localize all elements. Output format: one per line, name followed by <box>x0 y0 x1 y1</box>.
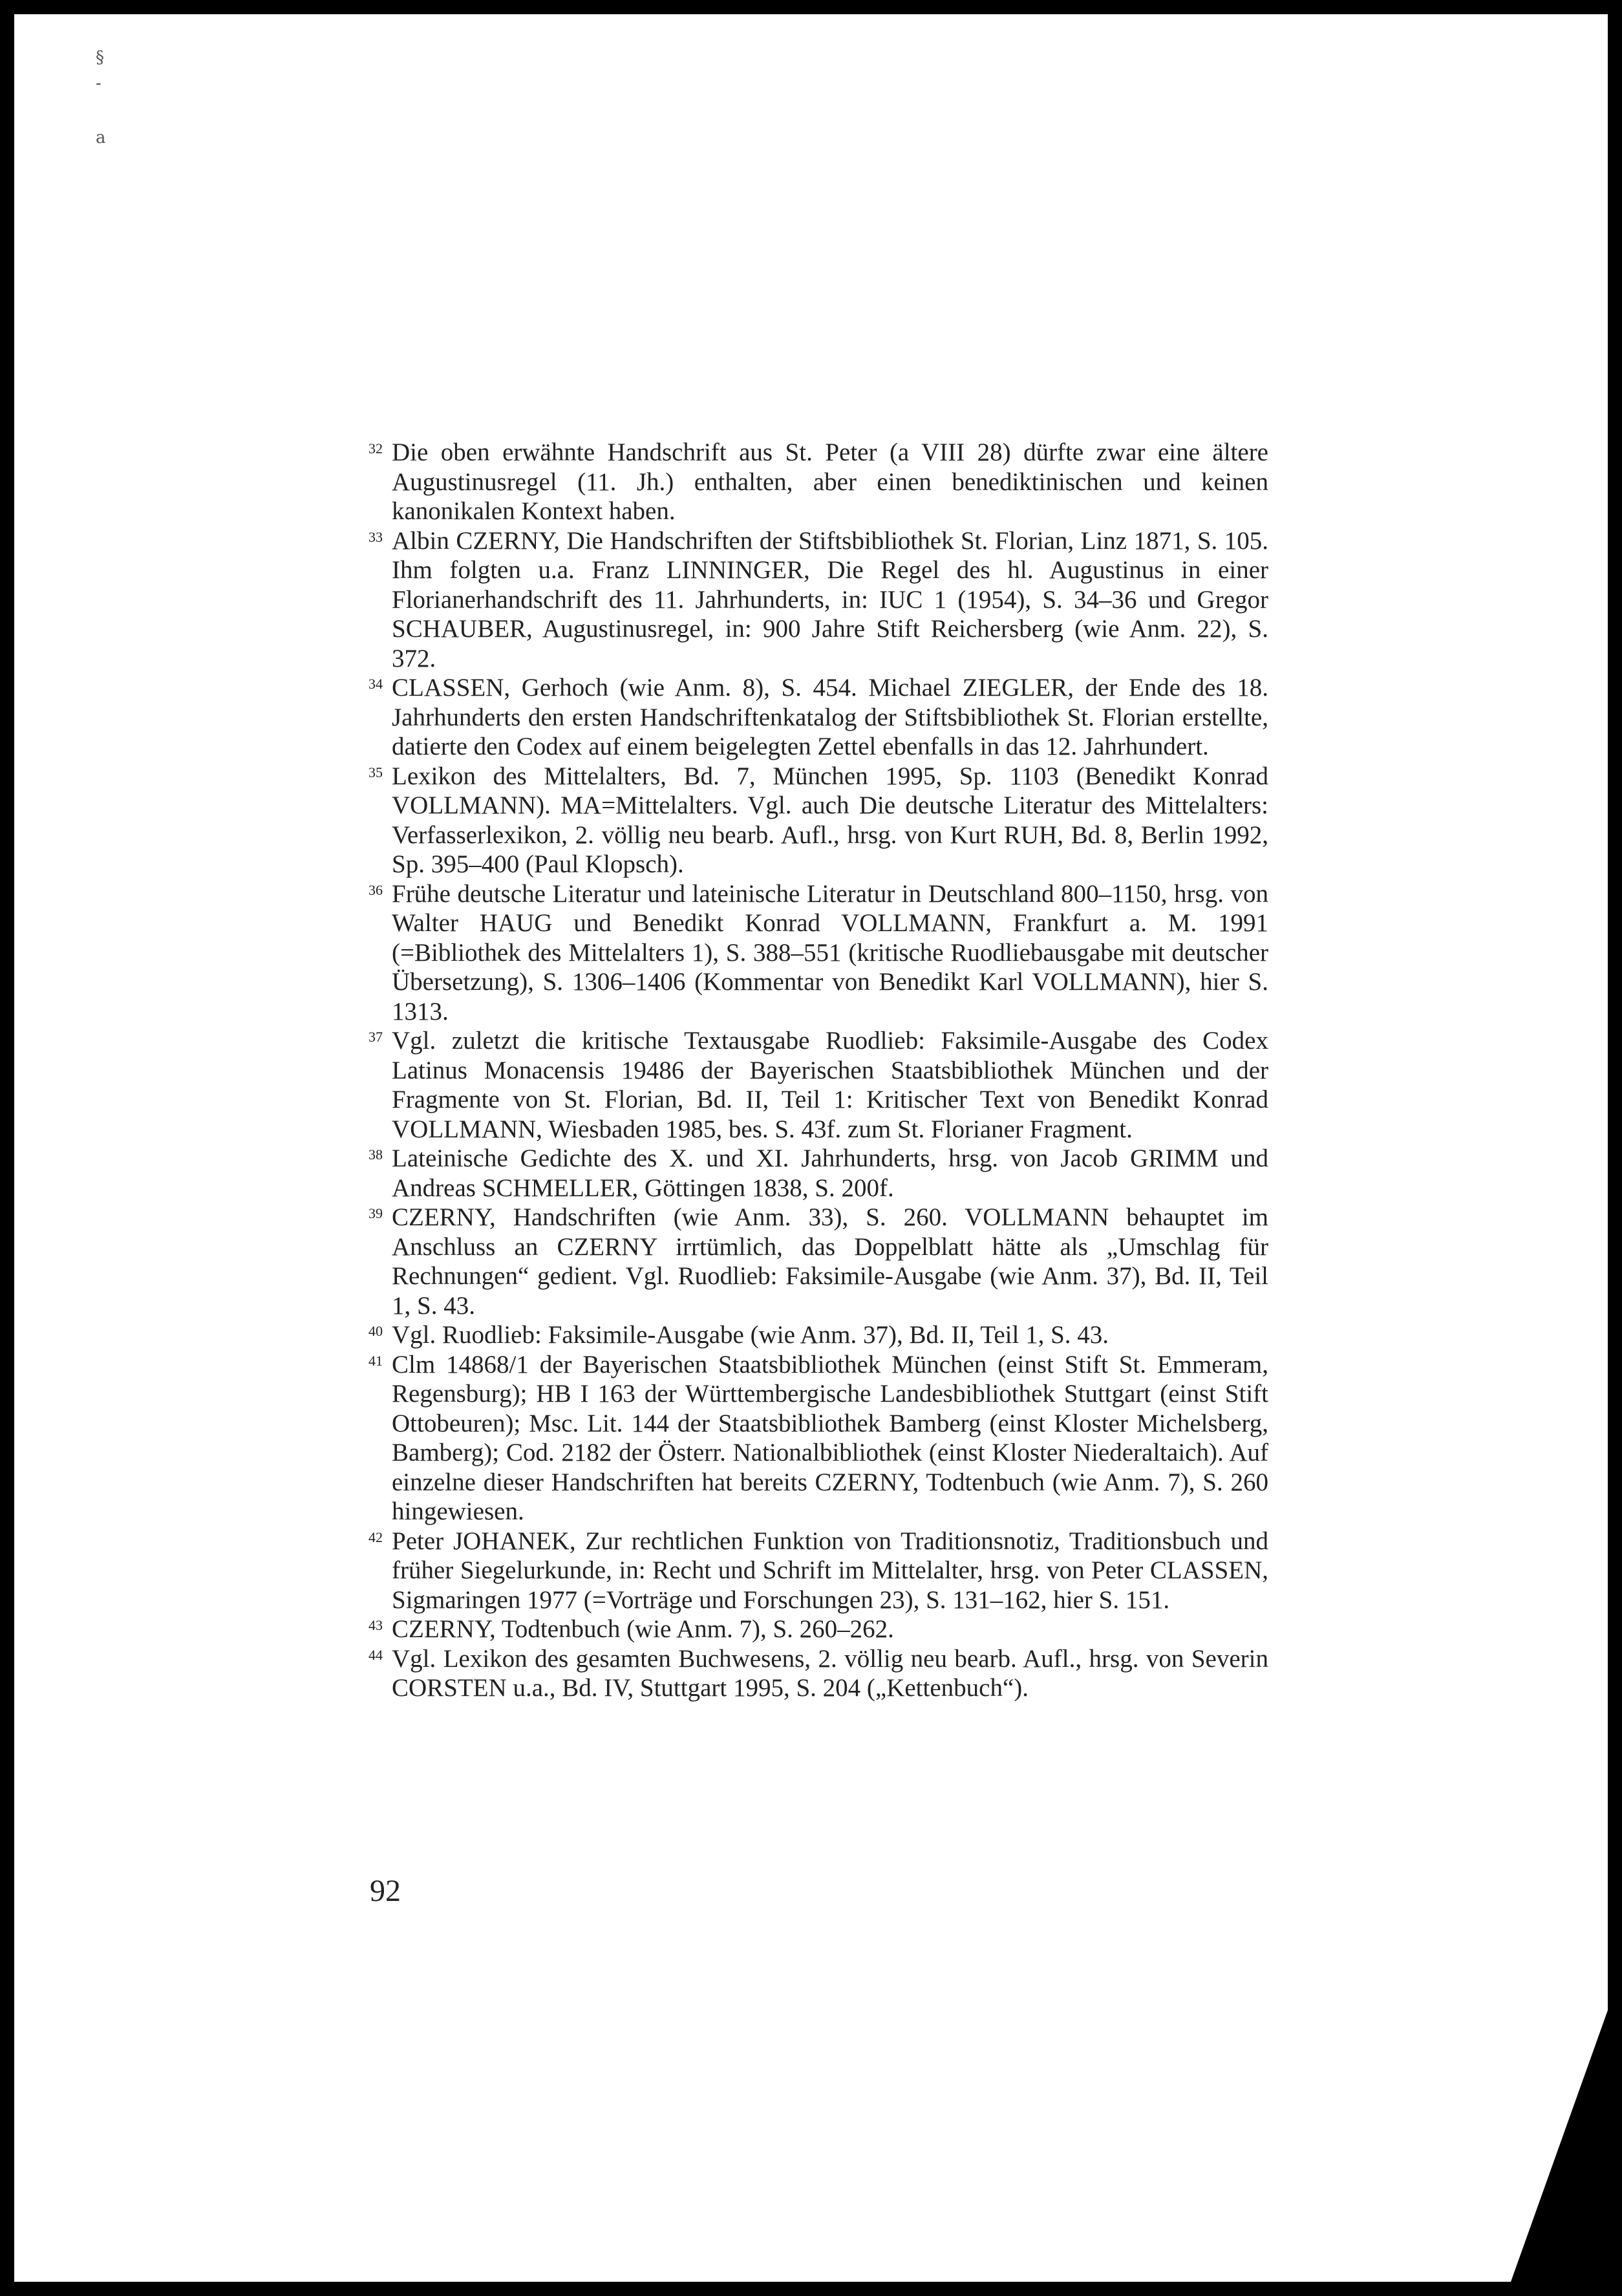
footnote-text: CZERNY, Todtenbuch (wie Anm. 7), S. 260–262. <box>392 1615 894 1643</box>
footnote-number: 36 <box>368 881 383 898</box>
footnote-35 <box>368 762 1268 879</box>
footnote-number: 42 <box>368 1529 383 1545</box>
page-number: 92 <box>370 1874 401 1908</box>
footnote-text: Frühe deutsche Literatur und lateinische Literatur in Deutschland 800–1150, hrsg. von Walter HAUG und Benedikt Konrad VOLLMANN, Frankfurt a. M. 1991 (=Bibliothek des Mittelalters 1), S. 388–551 (kritische Ruodliebausgabe mit deutscher Übersetzung), S. 1306–1406 (Kommentar von Benedikt Karl VOLLMANN), hier S. 1313. <box>392 879 1268 1025</box>
footnote-40 <box>368 1320 1268 1350</box>
footnote-number: 34 <box>368 676 383 692</box>
footnote-text: Die oben erwähnte Handschrift aus St. Peter (a VIII 28) dürfte zwar eine ältere Augustinusregel (11. Jh.) enthalten, aber einen benediktinischen und keinen kanonikalen Kontext haben. <box>392 438 1268 525</box>
page-corner-shadow <box>1511 2010 1608 2282</box>
margin-mark: - <box>96 74 101 93</box>
footnote-42 <box>368 1527 1268 1615</box>
footnote-number: 35 <box>368 764 383 780</box>
footnote-number: 40 <box>368 1323 383 1339</box>
footnote-text: Albin CZERNY, Die Handschriften der Stiftsbibliothek St. Florian, Linz 1871, S. 105. Ihm folgten u.a. Franz LINNINGER, Die Regel des hl. Augustinus in einer Florianerhandschrift des 11. Jahrhunderts, in: IUC 1 (1954), S. 34–36 und Gregor SCHAUBER, Augustinusregel, in: 900 Jahre Stift Reichersberg (wie Anm. 22), S. 372. <box>392 526 1268 672</box>
footnote-number: 43 <box>368 1617 383 1633</box>
footnote-37 <box>368 1026 1268 1144</box>
footnote-text: CZERNY, Handschriften (wie Anm. 33), S. 260. VOLLMANN behauptet im Anschluss an CZERNY irrtümlich, das Doppelblatt hätte als „Umschlag für Rechnungen“ gedient. Vgl. Ruodlieb: Faksimile-Ausgabe (wie Anm. 37), Bd. II, Teil 1, S. 43. <box>392 1203 1268 1320</box>
footnote-text: Lexikon des Mittelalters, Bd. 7, München 1995, Sp. 1103 (Benedikt Konrad VOLLMANN). MA=Mittelalters. Vgl. auch Die deutsche Literatur des Mittelalters: Verfasserlexikon, 2. völlig neu bearb. Aufl., hrsg. von Kurt RUH, Bd. 8, Berlin 1992, Sp. 395–400 (Paul Klopsch). <box>392 762 1268 878</box>
footnote-36 <box>368 879 1268 1027</box>
footnote-32 <box>368 438 1268 526</box>
footnote-text: Vgl. Ruodlieb: Faksimile-Ausgabe (wie Anm. 37), Bd. II, Teil 1, S. 43. <box>392 1321 1109 1349</box>
footnote-text: Lateinische Gedichte des X. und XI. Jahrhunderts, hrsg. von Jacob GRIMM und Andreas SCHMELLER, Göttingen 1838, S. 200f. <box>392 1144 1268 1202</box>
margin-mark: § <box>96 48 104 67</box>
footnote-number: 32 <box>368 440 383 456</box>
footnote-number: 41 <box>368 1352 383 1369</box>
footnote-number: 37 <box>368 1029 383 1045</box>
footnote-41 <box>368 1350 1268 1527</box>
footnote-text: CLASSEN, Gerhoch (wie Anm. 8), S. 454. Michael ZIEGLER, der Ende des 18. Jahrhunderts den ersten Handschriftenkatalog der Stiftsbibliothek St. Florian erstellte, datierte den Codex auf einem beigelegten Zettel ebenfalls in das 12. Jahrhundert. <box>392 674 1268 760</box>
footnote-number: 38 <box>368 1146 383 1163</box>
footnote-number: 39 <box>368 1205 383 1221</box>
footnote-39 <box>368 1203 1268 1320</box>
footnote-text: Clm 14868/1 der Bayerischen Staatsbibliothek München (einst Stift St. Emmeram, Regensburg); HB I 163 der Württembergische Landesbibliothek Stuttgart (einst Stift Ottobeuren); Msc. Lit. 144 der Staatsbibliothek Bamberg (einst Kloster Michelsberg, Bamberg); Cod. 2182 der Österr. Nationalbibliothek (einst Kloster Niederaltaich). Auf einzelne dieser Handschriften hat bereits CZERNY, Todtenbuch (wie Anm. 7), S. 260 hingewiesen. <box>392 1350 1268 1525</box>
footnote-43 <box>368 1615 1268 1644</box>
footnote-number: 33 <box>368 528 383 545</box>
footnote-38 <box>368 1144 1268 1203</box>
footnote-block <box>368 438 1268 1703</box>
footnote-text: Vgl. zuletzt die kritische Textausgabe Ruodlieb: Faksimile-Ausgabe des Codex Latinus Monacensis 19486 der Bayerischen Staatsbibliothek München und der Fragmente von St. Florian, Bd. II, Teil 1: Kritischer Text von Benedikt Konrad VOLLMANN, Wiesbaden 1985, bes. S. 43f. zum St. Florianer Fragment. <box>392 1027 1268 1143</box>
margin-mark: a <box>96 128 106 147</box>
footnote-44 <box>368 1644 1268 1703</box>
footnote-text: Peter JOHANEK, Zur rechtlichen Funktion von Traditionsnotiz, Traditionsbuch und früher Siegelurkunde, in: Recht und Schrift im Mittelalter, hrsg. von Peter CLASSEN, Sigmaringen 1977 (=Vorträge und Forschungen 23), S. 131–162, hier S. 151. <box>392 1527 1268 1614</box>
footnote-34 <box>368 673 1268 762</box>
footnote-number: 44 <box>368 1646 383 1663</box>
footnote-text: Vgl. Lexikon des gesamten Buchwesens, 2. völlig neu bearb. Aufl., hrsg. von Severin CORSTEN u.a., Bd. IV, Stuttgart 1995, S. 204 („Kettenbuch“). <box>392 1644 1268 1702</box>
footnote-33 <box>368 526 1268 674</box>
